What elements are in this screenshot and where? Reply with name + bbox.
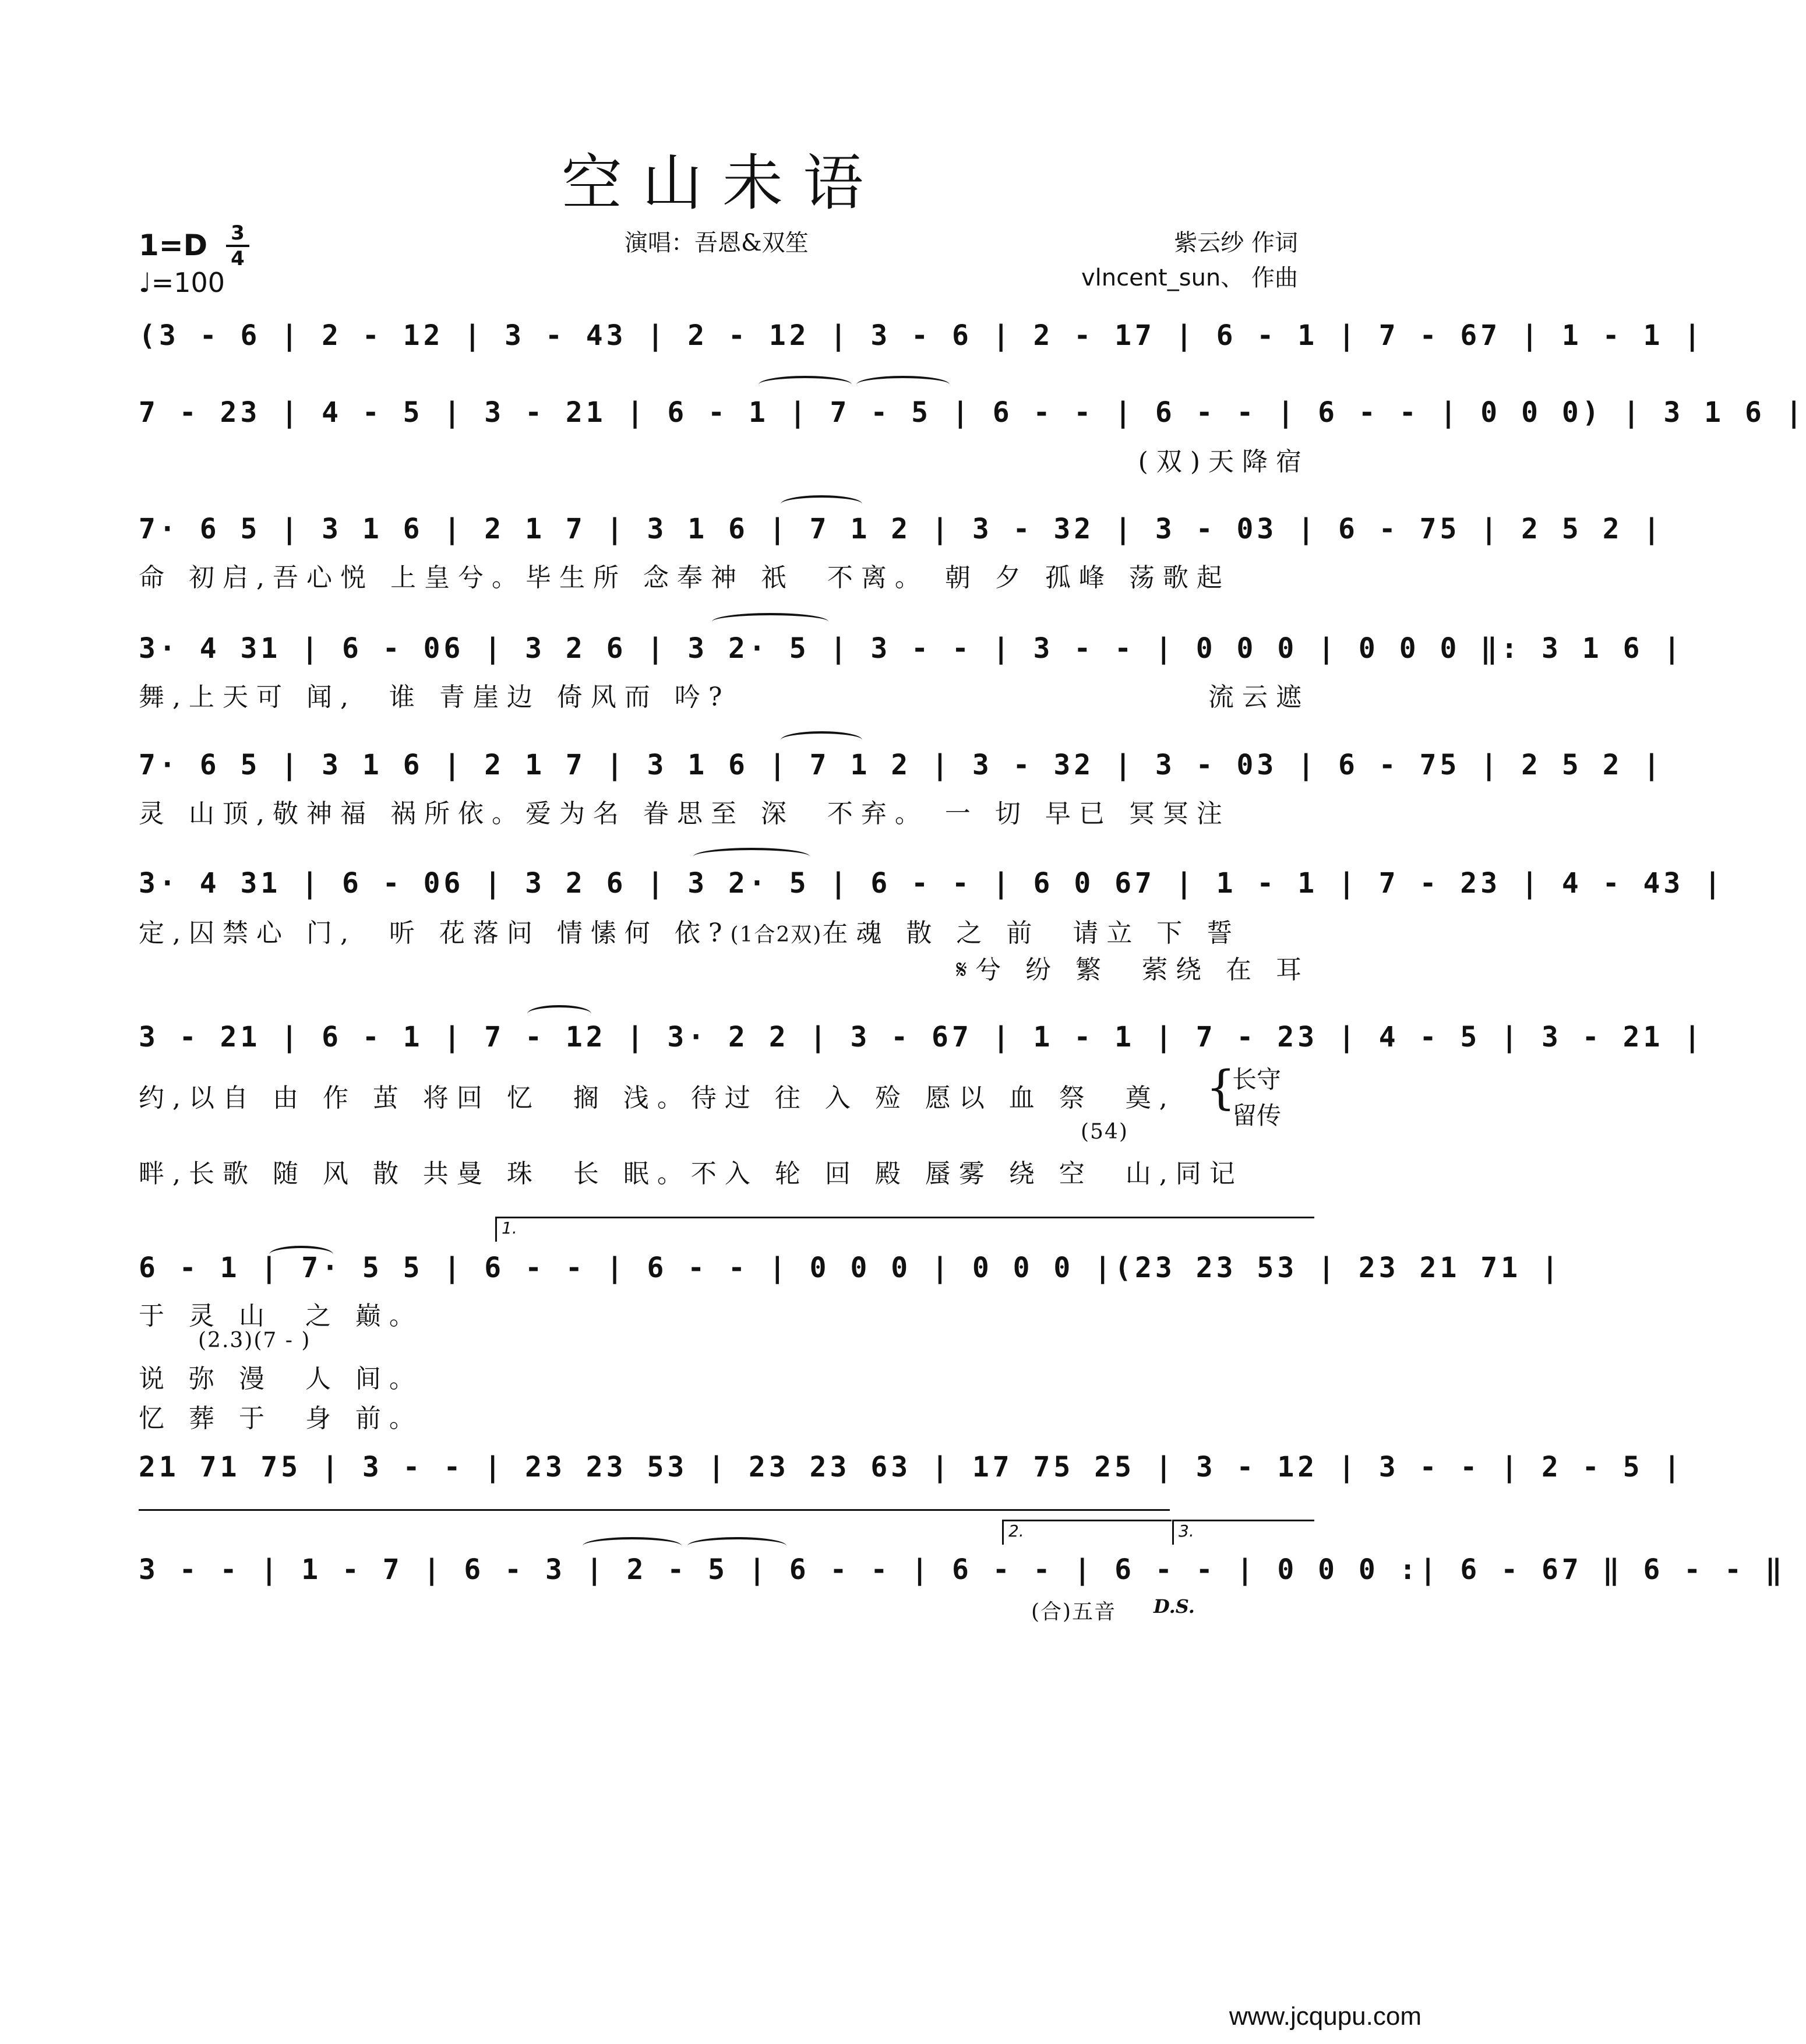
time-signature xyxy=(226,223,249,269)
lyric-line-7: 约,以自 由 作 茧 将回 忆 搁 浅。待过 往 入 殓 愿以 血 祭 奠, xyxy=(139,1083,1176,1113)
lyric-line-7-verse-2: 畔,长歌 随 风 散 共曼 珠 长 眠。不入 轮 回 殿 蜃雾 绕 空 山,同记 xyxy=(139,1159,1243,1189)
lyric-note: (54) xyxy=(1081,1120,1128,1144)
lyric-line-8-verse-2: 说 弥 漫 人 间。 xyxy=(139,1364,423,1394)
notation-row-6: 3· 4 31 | 6 - 06 | 3 2 6 | 3 2· 5 | 6 - - | 6 0 67 | 1 - 1 | 7 - 23 | 4 - 43 | xyxy=(139,867,1725,900)
notation-row-2: 7 - 23 | 4 - 5 | 3 - 21 | 6 - 1 | 7 - 5 | 6 - - | 6 - - | 6 - - | 0 0 0) | 3 1 6 | xyxy=(139,396,1806,429)
chorus-note: (合)五音 xyxy=(1031,1600,1117,1624)
time-signature-bottom: 4 xyxy=(231,247,245,270)
singer-credit: 演唱：吾恩&双笙 xyxy=(625,230,809,256)
lyric-note: (2.3)(7 - ) xyxy=(198,1328,311,1352)
lyric-line-5: 灵 山顶,敬神福 祸所依。爱为名 眷思至 深 不弃。 一 切 早已 冥冥注 xyxy=(139,799,1230,829)
notation-row-5: 7· 6 5 | 3 1 6 | 2 1 7 | 3 1 6 | 7 1 2 | 3 - 32 | 3 - 03 | 6 - 75 | 2 5 2 | xyxy=(139,749,1664,781)
lyric-line-6 xyxy=(139,912,1310,949)
brace: { xyxy=(1206,1060,1236,1115)
lyric-line-6-cont: 在魂 散 之 前 请立 下 誓 xyxy=(822,918,1241,948)
volta-3: 3. xyxy=(1172,1520,1314,1545)
watermark: www.jcqupu.com xyxy=(1229,2002,1421,2031)
volta-1: 1. xyxy=(495,1217,1314,1242)
page-title: 空山未语 xyxy=(561,147,883,219)
lyric-line-3: 命 初启,吾心悦 上皇兮。毕生所 念奉神 祇 不离。 朝 夕 孤峰 荡歌起 xyxy=(139,563,1230,593)
brace-lyric-1: 长守 xyxy=(1232,1065,1282,1094)
lyric-line-6-alt: 𝄋兮 纷 繁 萦绕 在 耳 xyxy=(956,955,1310,985)
tie-slur xyxy=(781,731,862,749)
tie-slur xyxy=(583,1537,682,1555)
lyric-line-4: 舞,上天可 闻, 谁 青崖边 倚风而 吟? xyxy=(139,682,731,712)
time-signature-top: 3 xyxy=(231,221,245,245)
notation-row-7: 3 - 21 | 6 - 1 | 7 - 12 | 3· 2 2 | 3 - 67 | 1 - 1 | 7 - 23 | 4 - 5 | 3 - 21 | xyxy=(139,1021,1705,1053)
brace-lyric-2: 留传 xyxy=(1232,1101,1282,1130)
brace-lyrics xyxy=(1232,1062,1281,1134)
staff-rule xyxy=(139,1509,1170,1511)
tie-slur xyxy=(527,1005,591,1023)
tempo-marking: ♩=100 xyxy=(139,267,225,298)
lyric-line-2: (双)天降宿 xyxy=(1138,447,1310,477)
tie-slur xyxy=(712,613,828,630)
lyric-line-6-text: 定,囚禁心 门, 听 花落问 情愫何 依? xyxy=(139,918,731,948)
lyric-line-8: 于 灵 山 之 巅。 xyxy=(139,1301,423,1331)
notation-row-4: 3· 4 31 | 6 - 06 | 3 2 6 | 3 2· 5 | 3 - - | 3 - - | 0 0 0 | 0 0 0 ‖: 3 1 6 | xyxy=(139,632,1684,665)
lyric-line-8-verse-3: 忆 葬 于 身 前。 xyxy=(139,1404,423,1433)
lyric-line-4-end: 流云遮 xyxy=(1208,682,1310,712)
tie-slur xyxy=(759,376,852,393)
key-signature: 1=D xyxy=(139,228,208,262)
notation-row-9: 21 71 75 | 3 - - | 23 23 53 | 23 23 63 | 17 75 25 | 3 - 12 | 3 - - | 2 - 5 | xyxy=(139,1451,1684,1483)
lyric-note: (1合2双) xyxy=(730,923,823,947)
composer-credit: vlncent_sun、 作曲 xyxy=(1081,265,1298,291)
dal-segno-marking: D.S. xyxy=(1154,1595,1195,1617)
notation-row-1: (3 - 6 | 2 - 12 | 3 - 43 | 2 - 12 | 3 - 6 | 2 - 17 | 6 - 1 | 7 - 67 | 1 - 1 | xyxy=(139,319,1705,352)
tie-slur xyxy=(693,848,810,865)
notation-row-10: 3 - - | 1 - 7 | 6 - 3 | 2 - 5 | 6 - - | 6 - - | 6 - - | 0 0 0 :| 6 - 67 ‖ 6 - - ‖ xyxy=(139,1553,1786,1586)
notation-row-3: 7· 6 5 | 3 1 6 | 2 1 7 | 3 1 6 | 7 1 2 | 3 - 32 | 3 - 03 | 6 - 75 | 2 5 2 | xyxy=(139,513,1664,545)
tie-slur xyxy=(856,376,950,393)
volta-2: 2. xyxy=(1002,1520,1172,1545)
lyricist-credit: 紫云纱 作词 xyxy=(1174,230,1298,256)
notation-row-8: 6 - 1 | 7· 5 5 | 6 - - | 6 - - | 0 0 0 | 0 0 0 |(23 23 53 | 23 21 71 | xyxy=(139,1252,1562,1284)
tie-slur xyxy=(781,495,862,513)
tie-slur xyxy=(687,1537,786,1555)
